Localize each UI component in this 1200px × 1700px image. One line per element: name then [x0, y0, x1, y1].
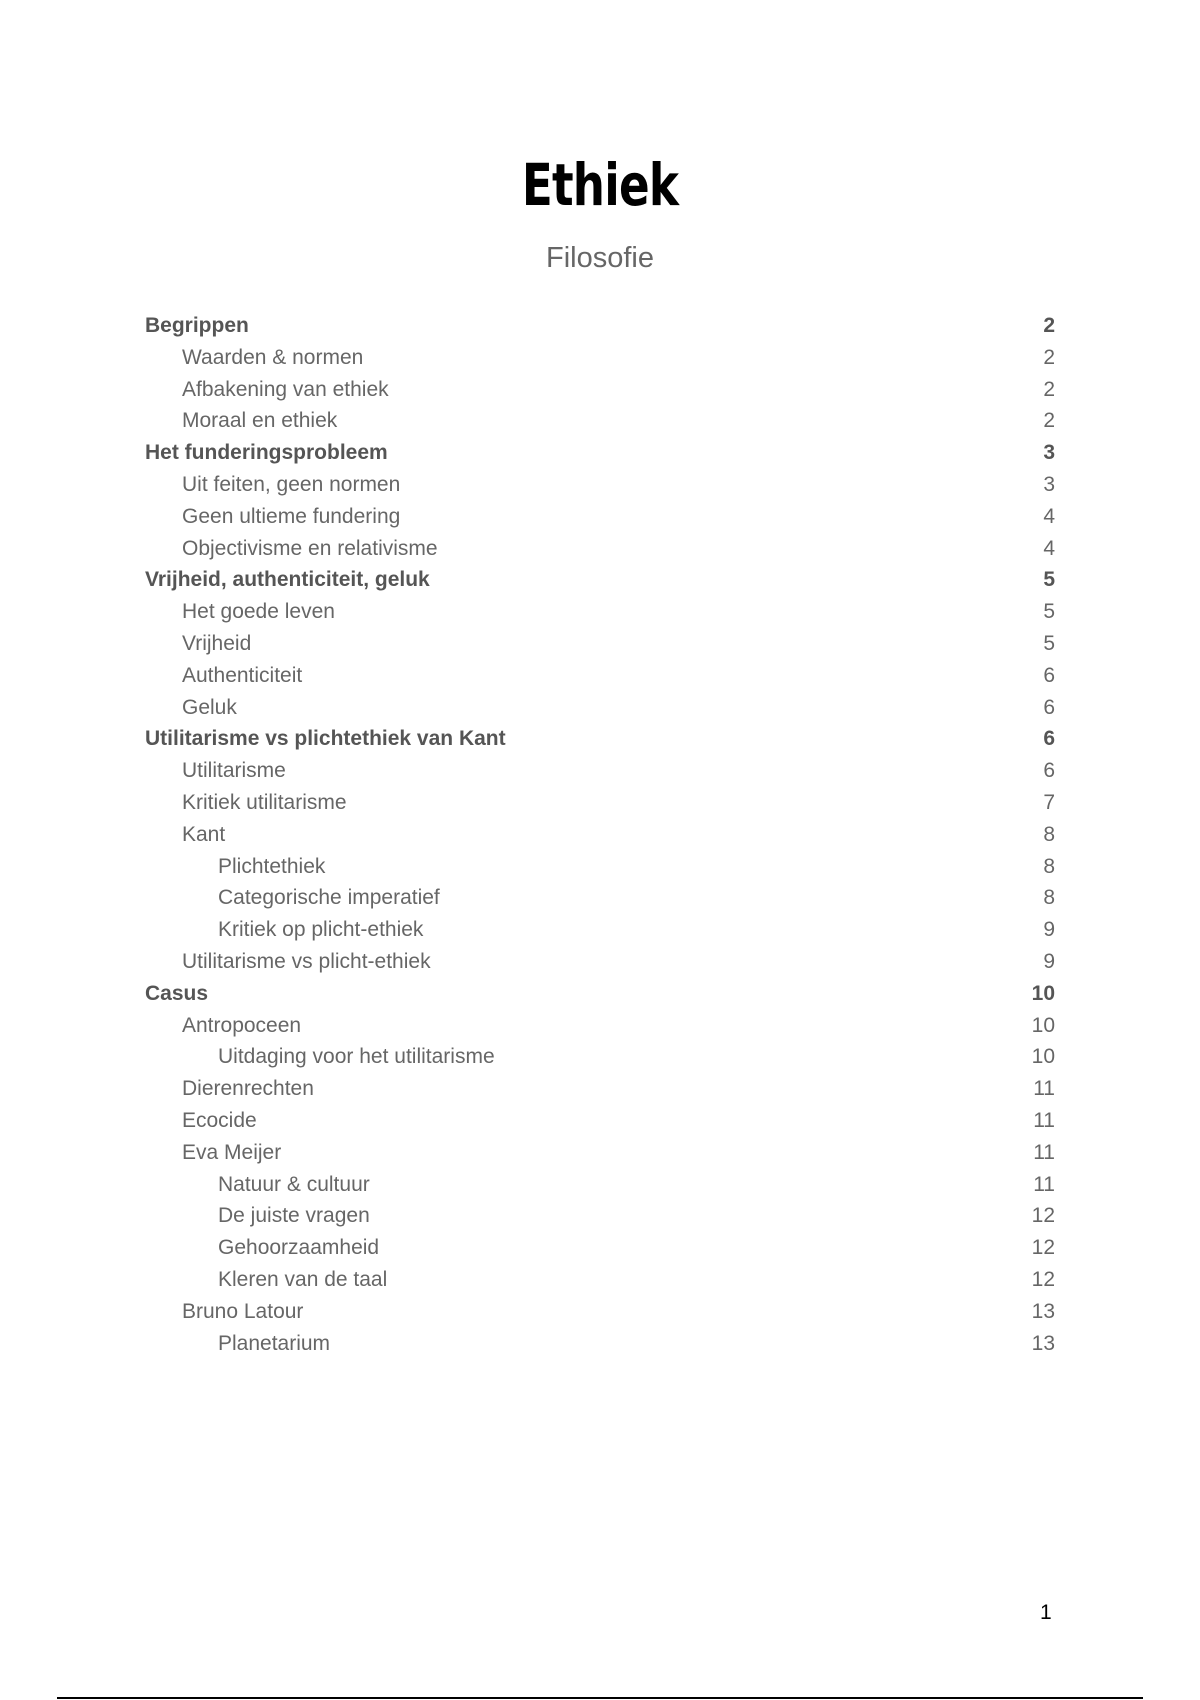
toc-entry[interactable]: [145, 437, 1055, 469]
toc-entry[interactable]: [145, 564, 1055, 596]
toc-entry[interactable]: [145, 882, 1055, 914]
toc-entry-page[interactable]: 6: [1043, 759, 1055, 783]
page-bottom-rule: [57, 1697, 1143, 1699]
toc-entry-page[interactable]: 4: [1043, 536, 1055, 560]
toc-entry-page[interactable]: 3: [1043, 441, 1055, 465]
toc-entry-label[interactable]: Authenticiteit: [182, 663, 303, 687]
toc-entry-label[interactable]: Categorische imperatief: [218, 886, 440, 910]
toc-entry[interactable]: [145, 978, 1055, 1010]
toc-entry[interactable]: [145, 1041, 1055, 1073]
toc-entry-label[interactable]: Vrijheid: [182, 631, 252, 655]
toc-entry-label[interactable]: Begrippen: [145, 314, 249, 337]
toc-entry-page[interactable]: 8: [1043, 822, 1055, 846]
toc-entry[interactable]: [145, 1296, 1055, 1328]
toc-entry-page[interactable]: 11: [1033, 1140, 1055, 1164]
toc-entry-label[interactable]: Antropoceen: [182, 1013, 302, 1037]
toc-entry-page[interactable]: 9: [1043, 949, 1055, 973]
document-title: Ethiek: [521, 151, 679, 219]
toc-entry-page[interactable]: 5: [1043, 568, 1055, 592]
toc-entry[interactable]: [145, 469, 1055, 501]
toc-entry[interactable]: [145, 787, 1055, 819]
toc-entry-page[interactable]: 9: [1043, 918, 1055, 942]
toc-entry[interactable]: [145, 342, 1055, 374]
toc-entry-page[interactable]: 12: [1031, 1204, 1055, 1228]
toc-entry-page[interactable]: 13: [1031, 1299, 1055, 1323]
toc-entry-page[interactable]: 11: [1033, 1172, 1055, 1196]
toc-entry[interactable]: [145, 405, 1055, 437]
toc-entry[interactable]: [145, 1105, 1055, 1137]
toc-entry[interactable]: [145, 946, 1055, 978]
toc-entry[interactable]: [145, 1232, 1055, 1264]
toc-entry-page[interactable]: 8: [1043, 886, 1055, 910]
toc-entry-label[interactable]: Kant: [182, 822, 226, 846]
toc-entry[interactable]: [145, 1200, 1055, 1232]
toc-entry[interactable]: [145, 660, 1055, 692]
toc-entry[interactable]: [145, 310, 1055, 342]
toc-entry-label[interactable]: Utilitarisme vs plicht-ethiek: [182, 949, 431, 973]
toc-entry[interactable]: [145, 1328, 1055, 1360]
toc-entry-label[interactable]: Kleren van de taal: [218, 1267, 388, 1291]
toc-entry-page[interactable]: 6: [1043, 727, 1055, 751]
page-number: 1: [1040, 1601, 1052, 1624]
toc-entry-label[interactable]: Gehoorzaamheid: [218, 1236, 380, 1260]
toc-entry-label[interactable]: Plichtethiek: [218, 854, 326, 878]
toc-entry-label[interactable]: Planetarium: [218, 1331, 331, 1355]
toc-entry-page[interactable]: 11: [1033, 1108, 1055, 1132]
toc-entry-page[interactable]: 10: [1031, 981, 1055, 1005]
toc-entry-label[interactable]: Dierenrechten: [182, 1077, 314, 1101]
toc-entry[interactable]: [145, 374, 1055, 406]
toc-entry[interactable]: [145, 533, 1055, 565]
toc-entry-label[interactable]: Vrijheid, authenticiteit, geluk: [145, 568, 430, 592]
toc-entry[interactable]: [145, 628, 1055, 660]
toc-entry-page[interactable]: 12: [1031, 1267, 1055, 1291]
toc-entry[interactable]: [145, 1010, 1055, 1042]
toc-entry-page[interactable]: 5: [1043, 600, 1055, 624]
toc-entry-page[interactable]: 8: [1043, 854, 1055, 878]
toc-entry-label[interactable]: Geluk: [182, 695, 237, 719]
toc-entry-label[interactable]: Afbakening van ethiek: [182, 377, 389, 401]
toc-entry[interactable]: [145, 501, 1055, 533]
toc-entry[interactable]: [145, 1137, 1055, 1169]
toc-entry[interactable]: [145, 723, 1055, 755]
toc-entry-label[interactable]: Utilitarisme vs plichtethiek van Kant: [145, 727, 506, 751]
toc-entry-page[interactable]: 10: [1031, 1045, 1055, 1069]
toc-entry-label[interactable]: Kritiek utilitarisme: [182, 790, 347, 814]
toc-entry-page[interactable]: 13: [1031, 1331, 1055, 1355]
toc-entry-page[interactable]: 4: [1043, 504, 1055, 528]
toc-entry[interactable]: [145, 1073, 1055, 1105]
toc-entry[interactable]: [145, 1169, 1055, 1201]
toc-entry-label[interactable]: Kritiek op plicht-ethiek: [218, 918, 424, 942]
toc-entry[interactable]: [145, 819, 1055, 851]
toc-entry-label[interactable]: Uit feiten, geen normen: [182, 472, 401, 496]
toc-entry-label[interactable]: Objectivisme en relativisme: [182, 536, 438, 560]
toc-entry[interactable]: [145, 1264, 1055, 1296]
toc-entry-label[interactable]: Utilitarisme: [182, 759, 286, 783]
toc-entry-page[interactable]: 12: [1031, 1236, 1055, 1260]
toc-entry-page[interactable]: 11: [1033, 1077, 1055, 1101]
toc-entry-page[interactable]: 2: [1043, 314, 1055, 337]
document-subtitle: Filosofie: [546, 242, 654, 274]
toc-entry-page[interactable]: 5: [1043, 631, 1055, 655]
toc-entry-label[interactable]: Bruno Latour: [182, 1299, 304, 1323]
toc-entry-label[interactable]: Moraal en ethiek: [182, 409, 338, 433]
toc-entry[interactable]: [145, 596, 1055, 628]
toc-entry-page[interactable]: 2: [1043, 345, 1055, 369]
toc-entry-label[interactable]: Het funderingsprobleem: [145, 441, 388, 465]
toc-entry-label[interactable]: De juiste vragen: [218, 1204, 370, 1228]
table-of-contents: [145, 310, 1055, 1359]
toc-entry-page[interactable]: 6: [1043, 695, 1055, 719]
toc-entry[interactable]: [145, 914, 1055, 946]
toc-entry-page[interactable]: 2: [1043, 377, 1055, 401]
toc-entry-label[interactable]: Het goede leven: [182, 600, 335, 624]
toc-entry-page[interactable]: 3: [1043, 472, 1055, 496]
toc-entry-label[interactable]: Waarden & normen: [182, 345, 364, 369]
toc-entry[interactable]: [145, 755, 1055, 787]
toc-entry-label[interactable]: Natuur & cultuur: [218, 1172, 370, 1196]
toc-entry-label[interactable]: Casus: [145, 981, 209, 1005]
toc-entry-page[interactable]: 7: [1043, 790, 1055, 814]
toc-entry-label[interactable]: Geen ultieme fundering: [182, 504, 401, 528]
toc-entry[interactable]: [145, 851, 1055, 883]
toc-entry[interactable]: [145, 692, 1055, 724]
toc-entry-page[interactable]: 6: [1043, 663, 1055, 687]
toc-entry-page[interactable]: 10: [1031, 1013, 1055, 1037]
toc-entry-page[interactable]: 2: [1043, 409, 1055, 433]
toc-entry-label[interactable]: Eva Meijer: [182, 1140, 282, 1164]
toc-entry-label[interactable]: Ecocide: [182, 1108, 257, 1132]
toc-entry-label[interactable]: Uitdaging voor het utilitarisme: [218, 1045, 495, 1069]
